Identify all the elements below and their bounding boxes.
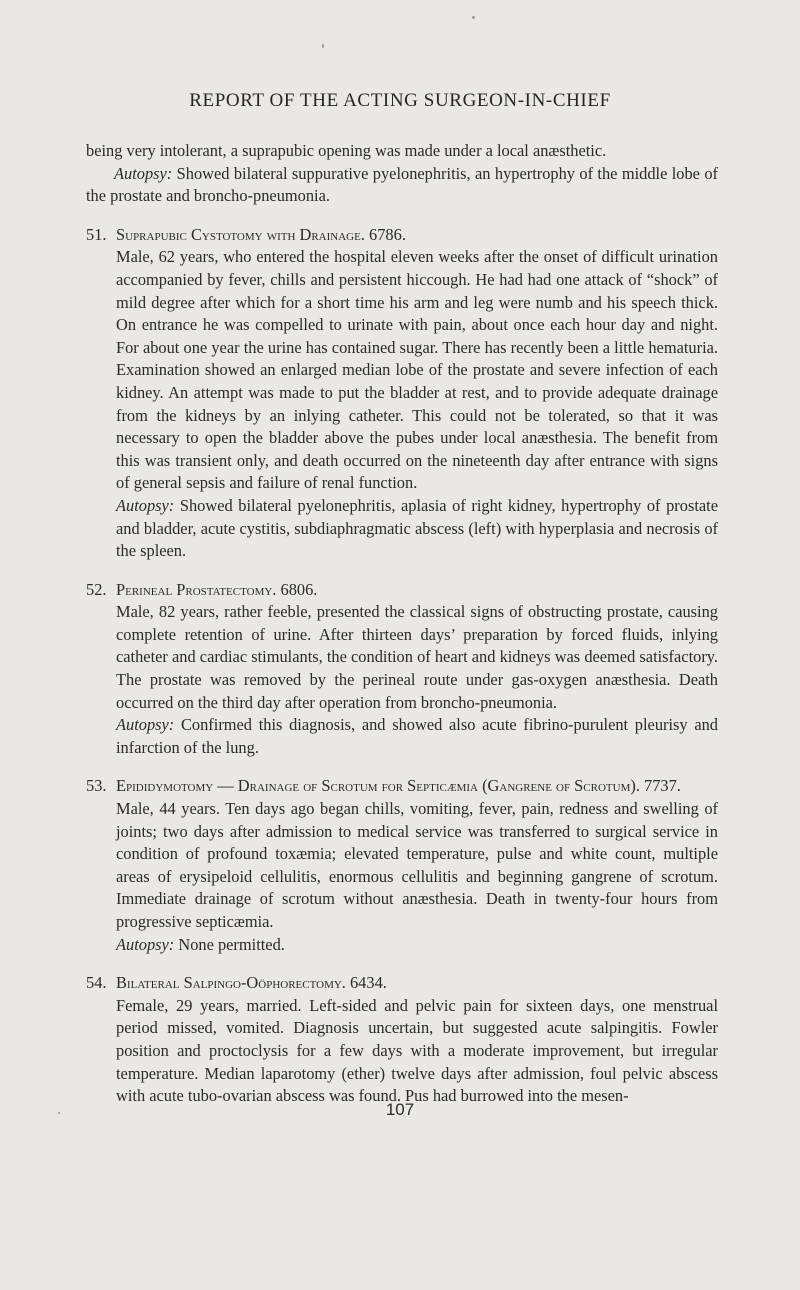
intro-paragraph: being very intolerant, a suprapubic opening was made under a local anæsthetic.	[86, 141, 607, 160]
autopsy-label: Autopsy:	[114, 163, 173, 183]
case-heading	[86, 775, 718, 798]
case-title: Perineal Prostatectomy. 6806.	[116, 579, 318, 599]
autopsy-text: Confirmed this diagnosis, and showed also acute fibrino-purulent pleurisy and infarction of the lung.	[116, 715, 718, 757]
autopsy-label: Autopsy:	[116, 715, 175, 735]
case-title: Suprapubic Cystotomy with Drainage. 6786.	[116, 224, 406, 244]
case-description: Male, 44 years. Ten days ago began chills, vomiting, fever, pain, redness and swelling of joints; two days after admission to medical service was transferred to surgical service in condition of profound toxæmia; elevated temperature, pulse and white count, multiple areas of erysipeloid cellulitis, enormous cellulitis and beginning gangrene of scrotum. Immediate drainage of scrotum without anæsthesia. Death in twenty-four hours from progressive septicæmia.	[116, 799, 718, 931]
running-header: REPORT OF THE ACTING SURGEON-IN-CHIEF	[189, 90, 611, 111]
case-entry-52	[86, 579, 718, 760]
autopsy-text: Showed bilateral pyelonephritis, aplasia of right kidney, hypertrophy of prostate and bladder, acute cystitis, subdiaphragmatic abscess (left) with hyperplasia and necrosis of the spleen.	[116, 495, 718, 561]
case-description: Male, 62 years, who entered the hospital eleven weeks after the onset of difficult urination accompanied by fever, chills and persistent hiccough. He had had one attack of “shock” of mild degree after which for a short time his arm and leg were numb and his speech thick. On entrance he was compelled to urinate with pain, about once each hour day and night. For about one year the urine has contained sugar. There has recently been a little hematuria. Examination showed an enlarged median lobe of the prostate and severe infection of each kidney. An attempt was made to put the bladder at rest, and to provide adequate drainage from the kidneys by an inlying catheter. This could not be tolerated, so that it was necessary to open the bladder above the pubes under local anæsthesia. The benefit from this was transient only, and death occurred on the nineteenth day after entrance with signs of general sepsis and failure of renal function.	[116, 247, 718, 493]
case-number: 53.	[86, 776, 107, 796]
case-number: 54.	[86, 973, 107, 993]
autopsy-text: None permitted.	[174, 934, 285, 954]
autopsy-label: Autopsy:	[116, 495, 175, 515]
page-number: 107	[385, 1100, 415, 1119]
case-entry-53	[86, 775, 718, 956]
page-body	[86, 140, 718, 1108]
scan-speck	[322, 44, 324, 48]
autopsy-text: Showed bilateral suppurative pyelonephritis, an hypertrophy of the middle lobe of the prostate and broncho-pneumonia.	[86, 163, 718, 206]
case-autopsy	[116, 934, 718, 957]
case-entry-51	[86, 224, 718, 563]
intro-autopsy	[86, 163, 718, 208]
case-description: Male, 82 years, rather feeble, presented the classical signs of obstructing prostate, causing complete retention of urine. After thirteen days’ preparation by forced fluids, inlying catheter and cardiac stimulants, the condition of heart and kidneys was deemed satisfactory. The prostate was removed by the perineal route under gas-oxygen anæsthesia. Death occurred on the third day after operation from broncho-pneumonia.	[116, 602, 718, 712]
case-description: Female, 29 years, married. Left-sided and pelvic pain for sixteen days, one menstrual period missed, vomited. Diagnosis uncertain, but suggested acute salpingitis. Fowler position and proctoclysis for a few days with a moderate improvement, but irregular temperature. Median laparotomy (ether) twelve days after admission, foul pelvic abscess with acute tubo-ovarian abscess was found. Pus had burrowed into the mesen-	[116, 995, 718, 1106]
case-title: Bilateral Salpingo-Oöphorectomy. 6434.	[116, 973, 387, 993]
case-autopsy	[116, 495, 718, 563]
case-title: Epididymotomy — Drainage of Scrotum for Septicæmia (Gangrene of Scrotum). 7737.	[116, 776, 681, 796]
case-number: 52.	[86, 579, 107, 599]
case-heading	[86, 972, 718, 995]
scan-speck	[472, 16, 475, 19]
case-heading	[86, 579, 718, 602]
case-heading	[86, 224, 718, 247]
case-entry-54	[86, 972, 718, 1108]
case-autopsy	[116, 714, 718, 759]
case-number: 51.	[86, 224, 107, 244]
autopsy-label: Autopsy:	[116, 934, 175, 954]
intro-block	[86, 140, 718, 208]
